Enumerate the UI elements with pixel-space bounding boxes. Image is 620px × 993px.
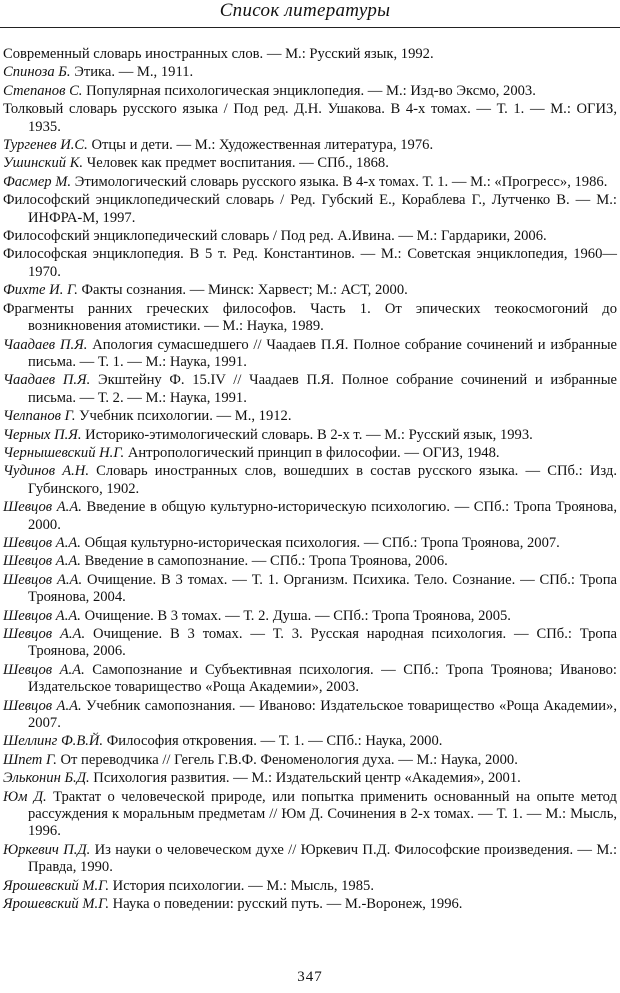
entry-author: Фихте И. Г. (3, 282, 78, 299)
bibliography-entry (3, 101, 617, 136)
entry-text: Введение в самопознание. — СПб.: Тропа Троянова, 2006. (80, 553, 448, 570)
entry-text: От переводчика // Гегель Г.В.Ф. Феноменология духа. — М.: Наука, 2000. (56, 751, 518, 768)
entry-text: Очищение. В 3 томах. — Т. 3. Русская народная психология. — СПб.: Тропа Троянова, 2006. (28, 626, 617, 660)
bibliography-entry (3, 174, 617, 191)
entry-text: Трактат о человеческой природе, или попытка применить основанный на опыте метод рассуждения к моральным предметам // Юм Д. Сочинения в 2-х томах. — Т. 1. — М.: Мысль, 1996. (28, 788, 617, 840)
entry-text: Современный словарь иностранных слов. — М.: Русский язык, 1992. (3, 46, 434, 62)
bibliography-entry (3, 535, 617, 552)
entry-text: Этимологический словарь русского языка. В 4-х томах. Т. 1. — М.: «Прогресс», 1986. (71, 173, 608, 190)
header-rule (0, 27, 620, 28)
bibliography-entry (3, 301, 617, 336)
bibliography-entry (3, 372, 617, 407)
entry-author: Ярошевский М.Г. (3, 896, 110, 913)
entry-author: Шевцов А.А. (3, 571, 83, 588)
entry-text: Толковый словарь русского языка / Под ред. Д.Н. Ушакова. В 4-х томах. — Т. 1. — М.: ОГИЗ, 1935. (3, 101, 617, 135)
entry-author: Чаадаев П.Я. (3, 336, 88, 353)
entry-text: Популярная психологическая энциклопедия. — М.: Изд-во Эксмо, 2003. (82, 82, 536, 99)
entry-author: Шевцов А.А. (3, 697, 82, 714)
entry-text: Экштейну Ф. 15.IV // Чаадаев П.Я. Полное собрание сочинений и избранные письма. — Т. 2. — М.: Наука, 1991. (28, 372, 618, 406)
bibliography-entry (3, 733, 617, 750)
bibliography-entry (3, 896, 617, 913)
bibliography-entry (3, 662, 617, 697)
entry-author: Эльконин Б.Д. (3, 770, 90, 787)
entry-text: Психология развития. — М.: Издательский центр «Академия», 2001. (89, 770, 521, 787)
bibliography-entry (3, 463, 617, 498)
bibliography-entry (3, 770, 617, 787)
bibliography-entry (3, 137, 617, 154)
bibliography-entry (3, 553, 617, 570)
entry-author: Чаадаев П.Я. (3, 372, 91, 389)
bibliography-entry (3, 83, 617, 100)
bibliography-entry (3, 46, 617, 63)
bibliography-list (3, 46, 617, 915)
bibliography-entry (3, 337, 617, 372)
bibliography-entry (3, 572, 617, 607)
entry-author: Челпанов Г. (3, 408, 76, 425)
entry-author: Шевцов А.А. (3, 626, 86, 642)
bibliography-entry (3, 427, 617, 444)
entry-author: Шеллинг Ф.В.Й. (3, 733, 104, 750)
entry-text: Наука о поведении: русский путь. — М.-Воронеж, 1996. (109, 896, 463, 913)
entry-author: Тургенев И.С. (3, 137, 88, 154)
bibliography-entry (3, 698, 617, 733)
bibliography-entry (3, 192, 617, 227)
entry-author: Шпет Г. (3, 751, 57, 768)
entry-author: Юркевич П.Д. (3, 841, 91, 858)
entry-author: Шевцов А.А. (3, 499, 82, 516)
entry-author: Черных П.Я. (3, 426, 82, 443)
entry-text: Из науки о человеческом духе // Юркевич П.Д. Философские произведения. — М.: Правда, 1990. (28, 841, 617, 876)
bibliography-entry (3, 246, 617, 281)
bibliography-entry (3, 445, 617, 462)
bibliography-entry (3, 155, 617, 172)
entry-text: Философский энциклопедический словарь / Ред. Губский Е., Кораблева Г., Лутченко В. — М.: ИНФРА-М, 1997. (3, 192, 617, 226)
entry-text: Отцы и дети. — М.: Художественная литература, 1976. (87, 137, 434, 154)
entry-text: Философская энциклопедия. В 5 т. Ред. Константинов. — М.: Советская энциклопедия, 1960—1970. (3, 246, 617, 280)
entry-text: Антропологический принцип в философии. — ОГИЗ, 1948. (124, 444, 500, 461)
entry-text: История психологии. — М.: Мысль, 1985. (109, 877, 374, 894)
bibliography-entry (3, 842, 617, 877)
entry-text: Историко-этимологический словарь. В 2-х т. — М.: Русский язык, 1993. (81, 426, 533, 443)
entry-author: Ярошевский М.Г. (3, 877, 110, 894)
entry-text: Этика. — М., 1911. (70, 64, 194, 81)
entry-text: Словарь иностранных слов, вошедших в состав русского языка. — СПб.: Изд. Губинского, 1902. (28, 463, 617, 497)
entry-text: Общая культурно-историческая психология. — СПб.: Тропа Троянова, 2007. (80, 534, 560, 551)
entry-text: Апология сумасшедшего // Чаадаев П.Я. Полное собрание сочинений и избранные письма. — Т. 1. — М.: Наука, 1991. (28, 336, 617, 370)
bibliography-entry (3, 64, 617, 81)
entry-text: Учебник психологии. — М., 1912. (75, 408, 292, 425)
entry-text: Очищение. В 3 томах. — Т. 2. Душа. — СПб.: Тропа Троянова, 2005. (80, 607, 511, 624)
entry-text: Учебник самопознания. — Иваново: Издательское товарищество «Роща Академии», 2007. (28, 697, 617, 732)
entry-author: Чудинов А.Н. (3, 463, 89, 480)
bibliography-entry (3, 878, 617, 895)
entry-text: Философский энциклопедический словарь / Под ред. А.Ивина. — М.: Гардарики, 2006. (3, 228, 547, 245)
bibliography-entry (3, 789, 617, 841)
entry-author: Юм Д. (3, 788, 47, 805)
page-header (0, 0, 620, 25)
entry-author: Чернышевский Н.Г. (3, 444, 125, 461)
entry-author: Шевцов А.А. (3, 661, 85, 678)
page-number: 347 (297, 969, 323, 985)
entry-author: Степанов С. (3, 82, 83, 99)
entry-author: Ушинский К. (3, 155, 84, 172)
entry-author: Шевцов А.А. (3, 534, 81, 551)
entry-text: Факты сознания. — Минск: Харвест; М.: АСТ, 2000. (77, 282, 408, 299)
entry-author: Спиноза Б. (3, 64, 71, 81)
bibliography-entry (3, 228, 617, 245)
bibliography-entry (3, 408, 617, 425)
entry-text: Человек как предмет воспитания. — СПб., 1868. (83, 155, 389, 172)
bibliography-entry (3, 282, 617, 299)
entry-text: Самопознание и Субъективная психология. — СПб.: Тропа Троянова; Иваново: Издательское товарищество «Роща Академии», 2003. (28, 661, 617, 696)
entry-text: Введение в общую культурно-историческую психологию. — СПб.: Тропа Троянова, 2000. (28, 499, 617, 533)
entry-text: Философия откровения. — Т. 1. — СПб.: Наука, 2000. (103, 733, 443, 750)
bibliography-entry (3, 752, 617, 769)
entry-author: Шевцов А.А. (3, 553, 81, 570)
entry-author: Шевцов А.А. (3, 607, 81, 624)
entry-author: Фасмер М. (3, 173, 72, 190)
bibliography-entry (3, 499, 617, 534)
entry-text: Фрагменты ранних греческих философов. Часть 1. От эпических теокосмогоний до возникновения атомистики. — М.: Наука, 1989. (3, 300, 617, 335)
entry-text: Очищение. В 3 томах. — Т. 1. Организм. Психика. Тело. Сознание. — СПб.: Тропа Троянова, 2004. (28, 571, 618, 606)
bibliography-entry (3, 626, 617, 661)
page-title: Список литературы (219, 0, 391, 21)
bibliography-entry (3, 608, 617, 625)
